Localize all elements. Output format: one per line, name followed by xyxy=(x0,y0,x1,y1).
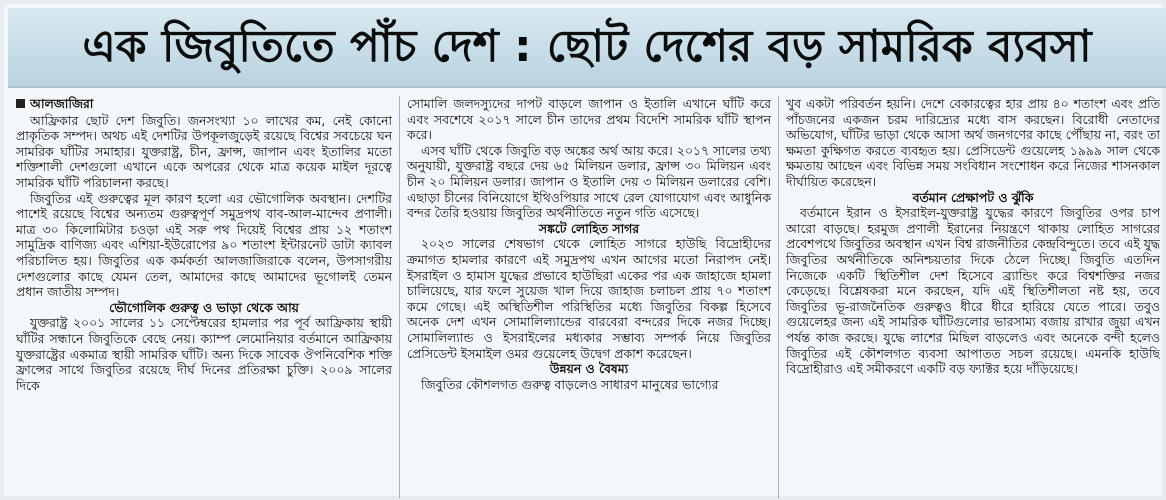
paragraph: এসব ঘাঁটি থেকে জিবুতি বড় অঙ্কের অর্থ আয় করে। ২০১৭ সালের তথ্য অনুযায়ী, যুক্তরাষ্ট্র বছরে দেয় ৬৫ মিলিয়ন ডলার, ফ্রান্স ৩০ মিলিয়ন এবং চীন ২০ মিলিয়ন ডলার। জাপান ও ইতালি দেয় ৩ মিলিয়ন ডলারের বেশি। এছাড়া চীনের বিনিয়োগে ইথিওপিয়ার সাথে রেল যোগাযোগ এবং আধুনিক বন্দর তৈরি হওয়ায় জিবুতির অর্থনীতিতে নতুন গতি এসেছে। xyxy=(407,142,771,221)
byline-source: আলজাজিরা xyxy=(30,96,94,111)
paragraph: যুক্তরাষ্ট্র ২০০১ সালের ১১ সেপ্টেম্বরের হামলার পর পূর্ব আফ্রিকায় স্থায়ী ঘাঁটির সন্ধানে জিবুতিকে বেছে নেয়। ক্যাম্প লেমোনিয়ার বর্তমানে আফ্রিকায় যুক্তরাষ্ট্রের একমাত্র স্থায়ী সামরিক ঘাঁটি। অন্য দিকে সাবেক ঔপনিবেশিক শক্তি ফ্রান্সের সাথে জিবুতির রয়েছে দীর্ঘ দিনের প্রতিরক্ষা চুক্তি। ২০০৯ সালের দিকে xyxy=(16,315,392,393)
column-3 xyxy=(779,96,1160,498)
column-1 xyxy=(16,96,400,498)
headline-banner xyxy=(8,8,1166,88)
subheading: উন্নয়ন ও বৈষম্য xyxy=(549,361,629,377)
subheading: বর্তমান প্রেক্ষাপট ও ঝুঁকি xyxy=(912,189,1034,205)
subheading: ভৌগোলিক গুরুত্ব ও ভাড়া থেকে আয় xyxy=(109,299,299,315)
paragraph: ২০২৩ সালের শেষভাগ থেকে লোহিত সাগরে হাউছি বিদ্রোহীদের ক্রমাগত হামলার কারণে এই সমুদ্রপথ এখন আগের মতো নিরাপদ নেই। ইসরাইল ও হামাস যুদ্ধের প্রভাবে হাউছিরা একের পর এক জাহাজে হামলা চালিয়েছে, যার ফলে সুয়েজ খাল দিয়ে জাহাজ চলাচল প্রায় ৭০ শতাংশ কমে গেছে। এই অস্থিতিশীল পরিস্থিতির মধ্যে জিবুতির বিকল্প হিসেবে অনেক দেশ এখন সোমালিল্যান্ডের বারবেরা বন্দরের দিকে নজর দিচ্ছে। সোমালিল্যান্ড ও ইসরাইলের মধ্যকার সম্ভাব্য সম্পর্ক নিয়ে জিবুতির প্রেসিডেন্ট ইসমাইল ওমর গুয়েলেহ উদ্বেগ প্রকাশ করেছেন। xyxy=(407,236,771,361)
article-body xyxy=(16,96,1160,498)
paragraph: বর্তমানে ইরান ও ইসরাইল-যুক্তরাষ্ট্র যুদ্ধের কারণে জিবুতির ওপর চাপ আরো বাড়ছে। হরমুজ প্রণালী ইরানের নিয়ন্ত্রণে থাকায় লোহিত সাগরের প্রবেশপথে জিবুতির অবস্থান এখন বিশ্ব রাজনীতির কেন্দ্রবিন্দুতে। তবে এই যুদ্ধ জিবুতির অর্থনীতিকে অনিশ্চয়তার দিকে ঠেলে দিচ্ছে। জিবুতি এতদিন নিজেকে একটি স্থিতিশীল দেশ হিসেবে ব্র্যান্ডিং করে বিশ্বশক্তির নজর কেড়েছে। বিশ্লেষকরা মনে করছেন, যদি এই স্থিতিশীলতা নষ্ট হয়, তবে জিবুতির ভূ-রাজনৈতিক গুরুত্বও ধীরে ধীরে হারিয়ে যেতে পারে। তবুও গুয়েলেহর জন্য এই সামরিক ঘাঁটিগুলোর ভারসাম্য বজায় রাখার জুয়া এখন পর্যন্ত কাজ করছে। যুদ্ধে লাশের মিছিল বাড়লেও এবং অনেকে বন্দী হলেও জিবুতির এই কৌশলগত ব্যবসা আপাতত সচল রয়েছে। এমনকি হাউছি বিদ্রোহীরাও এই সমীকরণে একটি বড় ফ্যাক্টর হয়ে দাঁড়িয়েছে। xyxy=(786,205,1160,377)
paragraph: আফ্রিকার ছোট দেশ জিবুতি। জনসংখ্যা ১০ লাখের কম, নেই কোনো প্রাকৃতিক সম্পদ। অথচ এই দেশটির উপকূলজুড়েই রয়েছে বিশ্বের সবচেয়ে ঘন সামরিক ঘাঁটির সমাহার। যুক্তরাষ্ট্র, চীন, ফ্রান্স, জাপান এবং ইতালির মতো শক্তিশালী দেশগুলো এখানে একে অপরের থেকে মাত্র কয়েক মাইল দূরত্বে সামরিক ঘাঁটি পরিচালনা করছে। xyxy=(16,112,392,190)
square-bullet-icon xyxy=(16,99,25,108)
paragraph: জিবুতির এই গুরুত্বের মূল কারণ হলো এর ভৌগোলিক অবস্থান। দেশটির পাশেই রয়েছে বিশ্বের অন্যতম গুরুত্বপূর্ণ সমুদ্রপথ বাব-আল-মান্দেব প্রণালী। মাত্র ৩০ কিলোমিটার চওড়া এই সরু পথ দিয়েই বিশ্বের প্রায় ১২ শতাংশ সামুদ্রিক বাণিজ্য এবং এশিয়া-ইউরোপের ৯০ শতাংশ ইন্টারনেট ডাটা ক্যাবল পরিচালিত হয়। জিবুতির এক কর্মকর্তা আলজাজিরাকে বলেন, উপসাগরীয় দেশগুলোর কাছে যেমন তেল, আমাদের কাছে আমাদের ভূগোলই তেমন প্রধান জাতীয় সম্পদ। xyxy=(16,190,392,300)
headline: এক জিবুতিতে পাঁচ দেশ : ছোট দেশের বড় সামরিক ব্যবসা xyxy=(82,21,1092,72)
byline xyxy=(16,96,392,112)
subheading: সঙ্কটে লোহিত সাগর xyxy=(538,220,640,236)
paragraph-continued: খুব একটা পরিবর্তন হয়নি। দেশে বেকারত্বের হার প্রায় ৪০ শতাংশ এবং প্রতি পাঁচজনের একজন চরম দারিদ্র্যের মধ্যে বাস করছেন। বিরোধী নেতাদের অভিযোগ, ঘাঁটির ভাড়া থেকে আসা অর্থ জনগণের কাছে পৌঁছায় না, বরং তা ক্ষমতা কুক্ষিগত করতে ব্যবহৃত হয়। প্রেসিডেন্ট গুয়েলেহ ১৯৯৯ সাল থেকে ক্ষমতায় আছেন এবং বিভিন্ন সময় সংবিধান সংশোধন করে নিজের শাসনকাল দীর্ঘায়িত করেছেন। xyxy=(786,96,1160,189)
paragraph: জিবুতির কৌশলগত গুরুত্ব বাড়লেও সাধারণ মানুষের ভাগ্যের xyxy=(421,376,719,392)
paragraph-continued: সোমালি জলদস্যুদের দাপট বাড়লে জাপান ও ইতালি এখানে ঘাঁটি করে এবং সবশেষে ২০১৭ সালে চীন তাদের প্রথম বিদেশি সামরিক ঘাঁটি স্থাপন করে। xyxy=(407,96,771,143)
column-2 xyxy=(400,96,779,498)
